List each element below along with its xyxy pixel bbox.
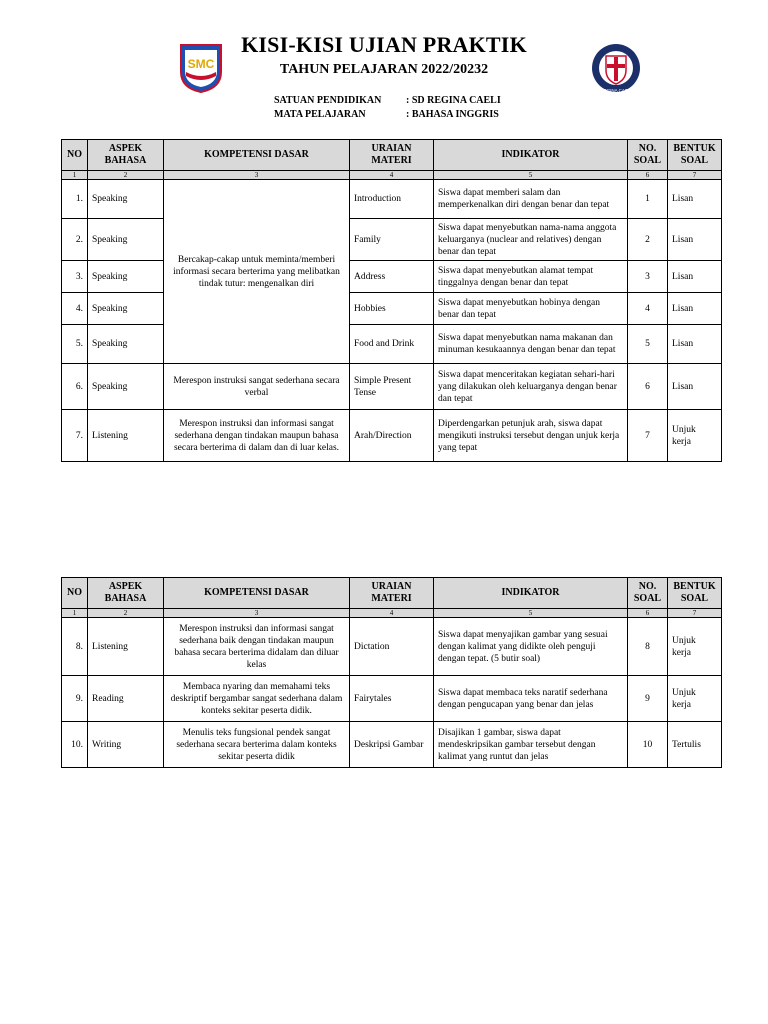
- document-header: [0, 0, 768, 130]
- col-header-kompetensi: KOMPETENSI DASAR: [164, 140, 350, 171]
- row-materi: Food and Drink: [350, 325, 434, 364]
- col-number: 6: [628, 609, 668, 618]
- row-bentuk: Tertulis: [668, 722, 722, 768]
- row-indikator: Disajikan 1 gambar, siswa dapat mendeskripsikan gambar tersebut dengan kalimat yang runtut dan jelas: [434, 722, 628, 768]
- row-aspek: Speaking: [88, 325, 164, 364]
- row-aspek: Speaking: [88, 364, 164, 410]
- logo-right-text: REGINA CAELI: [600, 88, 632, 93]
- logo-left-text: SMC: [187, 57, 215, 71]
- row-indikator: Siswa dapat menyebutkan alamat tempat tinggalnya dengan benar dan tepat: [434, 261, 628, 293]
- col-header-soal: NO. SOAL: [628, 140, 668, 171]
- row-kompetensi: Menulis teks fungsional pendek sangat sederhana secara berterima dalam konteks sekitar peserta didik: [164, 722, 350, 768]
- row-soal: 3: [628, 261, 668, 293]
- row-aspek: Speaking: [88, 261, 164, 293]
- row-indikator: Siswa dapat menyebutkan nama-nama anggota keluarganya (nuclear and relatives) dengan benar dan tepat: [434, 219, 628, 261]
- row-no: 4.: [62, 293, 88, 325]
- table-row: [62, 410, 722, 462]
- row-soal: 7: [628, 410, 668, 462]
- row-indikator: Siswa dapat membaca teks naratif sederhana dengan pengucapan yang benar dan jelas: [434, 676, 628, 722]
- row-indikator: Siswa dapat menyebutkan nama makanan dan minuman kesukaannya dengan benar dan tepat: [434, 325, 628, 364]
- table-row: [62, 180, 722, 219]
- row-indikator: Siswa dapat menyebutkan hobinya dengan benar dan tepat: [434, 293, 628, 325]
- row-soal: 6: [628, 364, 668, 410]
- row-soal: 5: [628, 325, 668, 364]
- kisi-table-2: [61, 577, 722, 768]
- table-row: [62, 618, 722, 676]
- row-kompetensi-merged: Bercakap-cakap untuk meminta/memberi informasi secara berterima yang melibatkan tindak tutur: mengenalkan diri: [164, 180, 350, 364]
- kisi-table-1: [61, 139, 722, 462]
- document-subtitle: TAHUN PELAJARAN 2022/20232: [279, 62, 489, 77]
- col-header-materi: URAIAN MATERI: [350, 140, 434, 171]
- col-number: 7: [668, 609, 722, 618]
- row-soal: 9: [628, 676, 668, 722]
- row-no: 7.: [62, 410, 88, 462]
- row-aspek: Listening: [88, 618, 164, 676]
- row-materi: Deskripsi Gambar: [350, 722, 434, 768]
- mapel-label: MATA PELAJARAN: [274, 109, 366, 120]
- row-soal: 1: [628, 180, 668, 219]
- row-soal: 2: [628, 219, 668, 261]
- row-no: 8.: [62, 618, 88, 676]
- table-row: [62, 293, 722, 325]
- col-number: 4: [350, 171, 434, 180]
- row-bentuk: Unjuk kerja: [668, 676, 722, 722]
- col-number: 1: [62, 609, 88, 618]
- row-soal: 4: [628, 293, 668, 325]
- row-materi: Dictation: [350, 618, 434, 676]
- col-number: 3: [164, 609, 350, 618]
- row-no: 6.: [62, 364, 88, 410]
- col-number: 2: [88, 609, 164, 618]
- row-indikator: Diperdengarkan petunjuk arah, siswa dapat mengikuti instruksi tersebut dengan unjuk kerja yang tepat: [434, 410, 628, 462]
- table-row: [62, 325, 722, 364]
- row-bentuk: Lisan: [668, 293, 722, 325]
- satuan-value: : SD REGINA CAELI: [406, 95, 501, 106]
- row-bentuk: Lisan: [668, 364, 722, 410]
- col-number: 5: [434, 609, 628, 618]
- row-bentuk: Lisan: [668, 325, 722, 364]
- table-row: [62, 364, 722, 410]
- col-header-bentuk: BENTUK SOAL: [668, 140, 722, 171]
- row-kompetensi: Membaca nyaring dan memahami teks deskriptif bergambar sangat sederhana dalam konteks sekitar peserta didik.: [164, 676, 350, 722]
- row-bentuk: Lisan: [668, 219, 722, 261]
- row-indikator: Siswa dapat memberi salam dan memperkenalkan diri dengan benar dan tepat: [434, 180, 628, 219]
- row-aspek: Speaking: [88, 293, 164, 325]
- row-materi: Family: [350, 219, 434, 261]
- mapel-value: : BAHASA INGGRIS: [406, 109, 499, 120]
- table-row: [62, 261, 722, 293]
- row-aspek: Speaking: [88, 219, 164, 261]
- col-number: 5: [434, 171, 628, 180]
- document-title: KISI-KISI UJIAN PRAKTIK: [241, 32, 527, 57]
- col-number: 6: [628, 171, 668, 180]
- document-meta: [274, 94, 501, 122]
- col-number: 2: [88, 171, 164, 180]
- row-no: 2.: [62, 219, 88, 261]
- table-row: [62, 676, 722, 722]
- col-header-bentuk: BENTUK SOAL: [668, 578, 722, 609]
- col-header-no: NO: [62, 140, 88, 171]
- col-number: 1: [62, 171, 88, 180]
- row-bentuk: Unjuk kerja: [668, 410, 722, 462]
- row-indikator: Siswa dapat menyajikan gambar yang sesuai dengan kalimat yang didikte oleh penguji dengan tepat. (5 butir soal): [434, 618, 628, 676]
- row-materi: Hobbies: [350, 293, 434, 325]
- row-indikator: Siswa dapat menceritakan kegiatan sehari-hari yang dilakukan oleh keluarganya dengan benar dan tepat: [434, 364, 628, 410]
- col-header-kompetensi: KOMPETENSI DASAR: [164, 578, 350, 609]
- row-kompetensi: Merespon instruksi dan informasi sangat sederhana baik dengan tindakan maupun bahasa secara berterima didalam dan diluar kelas: [164, 618, 350, 676]
- row-aspek: Speaking: [88, 180, 164, 219]
- row-aspek: Writing: [88, 722, 164, 768]
- row-materi: Fairytales: [350, 676, 434, 722]
- col-header-indikator: INDIKATOR: [434, 140, 628, 171]
- col-header-materi: URAIAN MATERI: [350, 578, 434, 609]
- row-no: 10.: [62, 722, 88, 768]
- row-bentuk: Unjuk kerja: [668, 618, 722, 676]
- row-soal: 8: [628, 618, 668, 676]
- table-row: [62, 219, 722, 261]
- row-materi: Introduction: [350, 180, 434, 219]
- row-aspek: Listening: [88, 410, 164, 462]
- col-header-aspek: ASPEK BAHASA: [88, 578, 164, 609]
- row-aspek: Reading: [88, 676, 164, 722]
- row-materi: Address: [350, 261, 434, 293]
- col-number: 4: [350, 609, 434, 618]
- row-kompetensi: Merespon instruksi dan informasi sangat sederhana dengan tindakan maupun bahasa secara berterima di dalam dan di luar kelas.: [164, 410, 350, 462]
- row-kompetensi: Merespon instruksi sangat sederhana secara verbal: [164, 364, 350, 410]
- satuan-label: SATUAN PENDIDIKAN: [274, 95, 382, 106]
- row-bentuk: Lisan: [668, 261, 722, 293]
- row-no: 3.: [62, 261, 88, 293]
- row-soal: 10: [628, 722, 668, 768]
- row-materi: Simple Present Tense: [350, 364, 434, 410]
- col-number: 3: [164, 171, 350, 180]
- col-header-soal: NO. SOAL: [628, 578, 668, 609]
- col-number: 7: [668, 171, 722, 180]
- col-header-aspek: ASPEK BAHASA: [88, 140, 164, 171]
- col-header-no: NO: [62, 578, 88, 609]
- row-bentuk: Lisan: [668, 180, 722, 219]
- row-no: 1.: [62, 180, 88, 219]
- row-materi: Arah/Direction: [350, 410, 434, 462]
- row-no: 9.: [62, 676, 88, 722]
- row-no: 5.: [62, 325, 88, 364]
- table-row: [62, 722, 722, 768]
- col-header-indikator: INDIKATOR: [434, 578, 628, 609]
